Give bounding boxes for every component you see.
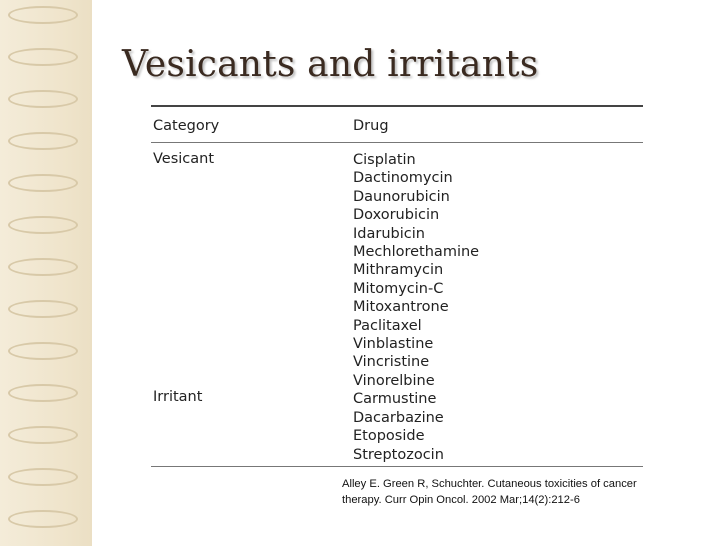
column-header-category: Category: [153, 118, 220, 134]
binding-ring: [8, 510, 78, 528]
drug-item: Streptozocin: [353, 446, 444, 463]
drug-item: Mitomycin-C: [353, 280, 444, 297]
binding-ring: [8, 48, 78, 66]
drug-item: Doxorubicin: [353, 207, 440, 224]
table-bottom-rule: [151, 466, 643, 467]
drug-item: Vincristine: [353, 354, 430, 371]
drug-item: Mechlorethamine: [353, 244, 480, 261]
decorative-left-band: [0, 0, 92, 546]
binding-ring: [8, 90, 78, 108]
drug-item: Mithramycin: [353, 262, 444, 279]
category-vesicant: Vesicant: [153, 151, 215, 167]
binding-ring: [8, 426, 78, 444]
drug-item: Carmustine: [353, 391, 437, 408]
drug-item: Dactinomycin: [353, 170, 453, 187]
binding-ring: [8, 6, 78, 24]
category-irritant: Irritant: [153, 389, 203, 405]
binding-ring: [8, 342, 78, 360]
spiral-binding-rings: [8, 6, 78, 536]
drug-table: [151, 105, 643, 467]
drug-item: Cisplatin: [353, 152, 416, 168]
drug-item: Daunorubicin: [353, 188, 450, 205]
citation-line-2: therapy. Curr Opin Oncol. 2002 Mar;14(2):212-6: [342, 494, 580, 506]
binding-ring: [8, 468, 78, 486]
slide-title: Vesicants and irritants: [122, 44, 539, 85]
column-header-drug: Drug: [353, 118, 389, 134]
binding-ring: [8, 216, 78, 234]
binding-ring: [8, 132, 78, 150]
drug-item: Dacarbazine: [353, 409, 444, 426]
binding-ring: [8, 384, 78, 402]
drug-item: Vinblastine: [353, 336, 434, 353]
drug-item: Idarubicin: [353, 225, 425, 242]
citation: [342, 476, 712, 508]
drug-item: Vinorelbine: [353, 372, 435, 389]
table-top-rule: [151, 105, 643, 107]
binding-ring: [8, 174, 78, 192]
citation-line-1: Alley E. Green R, Schuchter. Cutaneous toxicities of cancer: [342, 478, 637, 490]
binding-ring: [8, 300, 78, 318]
drug-item: Mitoxantrone: [353, 299, 449, 316]
drug-item: Paclitaxel: [353, 317, 422, 334]
drug-item: Etoposide: [353, 428, 425, 445]
binding-ring: [8, 258, 78, 276]
drug-list: [353, 151, 479, 464]
table-header-rule: [151, 142, 643, 143]
